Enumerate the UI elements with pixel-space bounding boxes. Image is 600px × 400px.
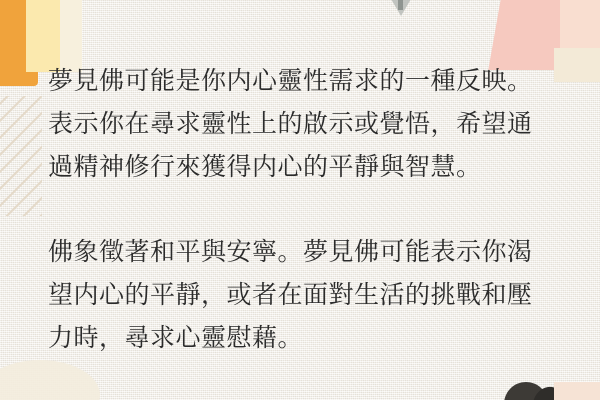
body-paragraph: 夢見佛可能是你内心靈性需求的一種反映。表示你在尋求靈性上的啟示或覺悟，希望通過精神修行來獲得内心的平靜與智慧。 [48,66,533,181]
body-paragraph: 佛象徵著和平與安寧。夢見佛可能表示你渴望内心的平靜，或者在面對生活的挑戰和壓力時，尋求心靈慰藉。 [48,237,533,352]
